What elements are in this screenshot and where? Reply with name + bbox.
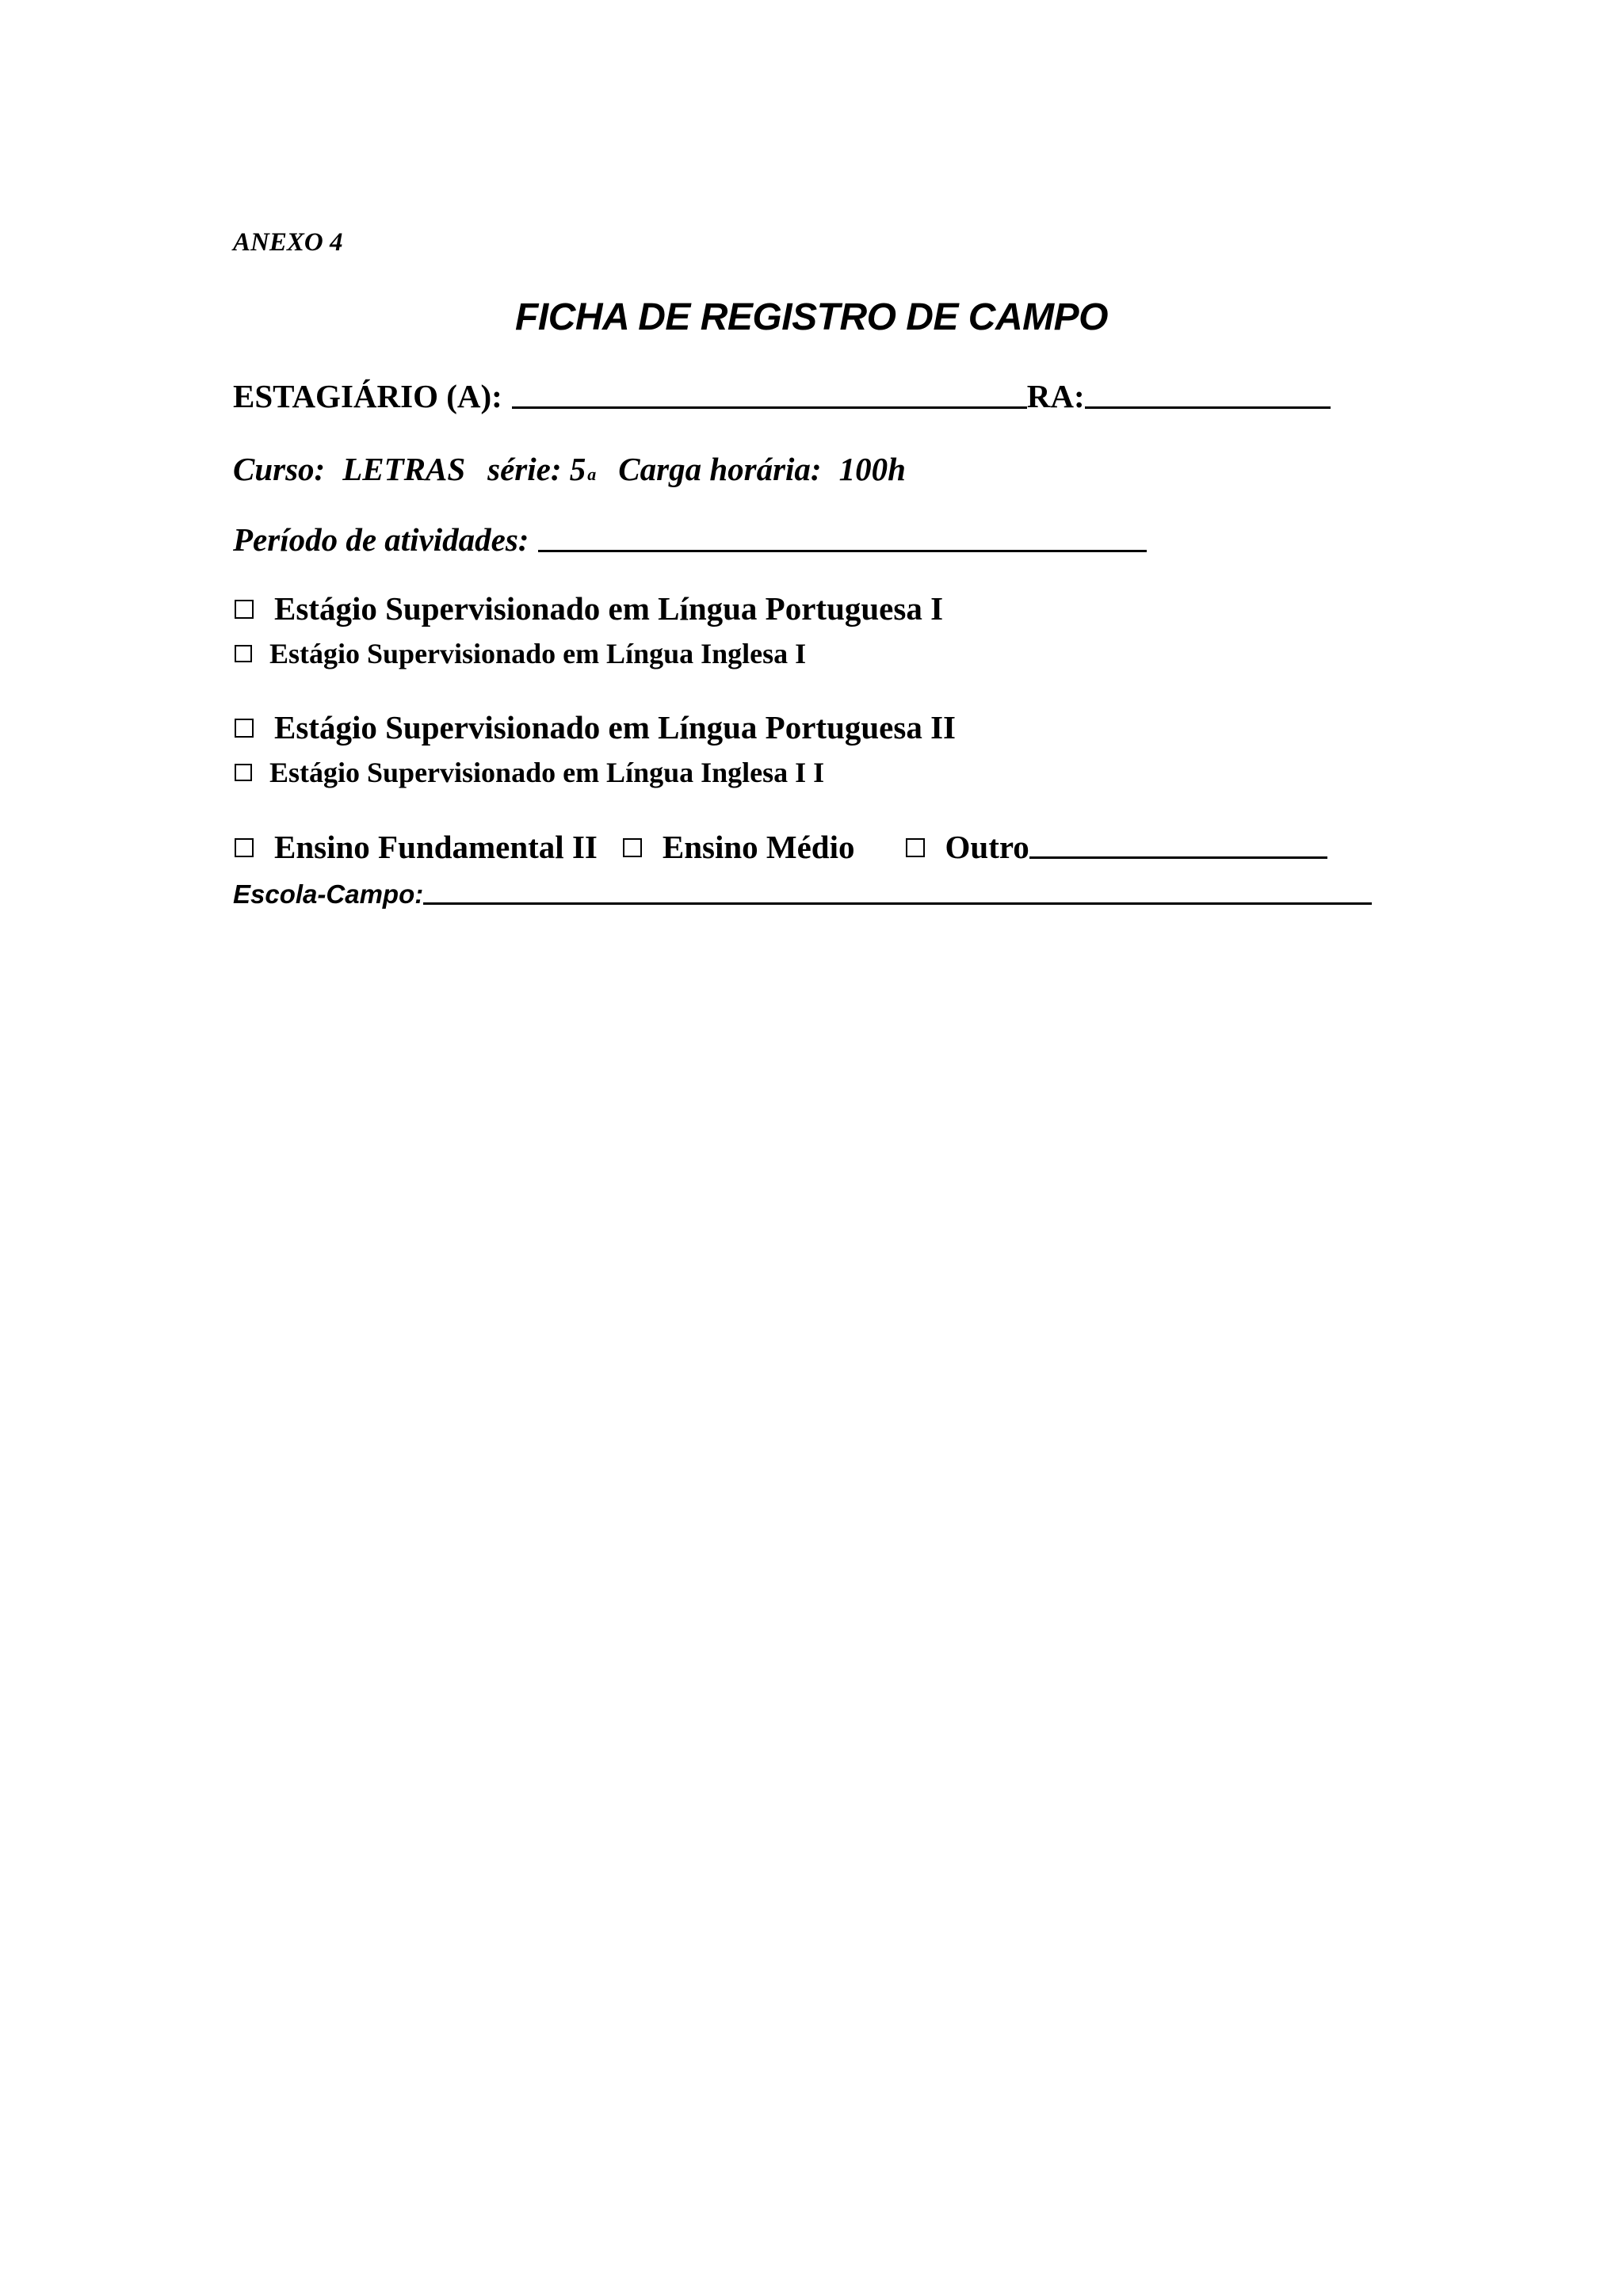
checkbox-icon[interactable]	[235, 719, 254, 738]
period-row	[233, 521, 1147, 558]
checkbox-icon[interactable]	[235, 645, 252, 662]
checkbox-icon[interactable]	[906, 838, 925, 857]
level-option-outro[interactable]	[906, 831, 1029, 864]
checkbox-icon[interactable]	[235, 764, 252, 781]
ra-label: RA:	[1026, 378, 1085, 414]
school-field[interactable]	[423, 902, 1372, 905]
trainee-label: ESTAGIÁRIO (A):	[233, 378, 502, 414]
course-row	[233, 453, 906, 486]
internship-option-4[interactable]	[235, 758, 824, 787]
level-label: Ensino Médio	[662, 829, 855, 865]
internship-option-2[interactable]	[235, 639, 806, 668]
internship-option-3[interactable]	[235, 711, 956, 744]
checkbox-icon[interactable]	[235, 838, 254, 857]
level-label: Ensino Fundamental II	[274, 829, 598, 865]
level-label: Outro	[945, 829, 1029, 865]
course-value: LETRAS	[342, 451, 466, 487]
internship-label: Estágio Supervisionado em Língua Portuguesa II	[274, 709, 956, 746]
trainee-name-field[interactable]	[512, 406, 1027, 409]
ra-field[interactable]	[1085, 406, 1331, 409]
internship-label: Estágio Supervisionado em Língua Inglesa I I	[269, 757, 825, 788]
period-field[interactable]	[538, 550, 1147, 552]
form-title: FICHA DE REGISTRO DE CAMPO	[515, 296, 1108, 338]
workload-label: Carga horária:	[618, 451, 822, 487]
workload-value: 100h	[838, 451, 906, 487]
level-row	[235, 831, 1327, 864]
checkbox-icon[interactable]	[235, 600, 254, 619]
level-option-medio[interactable]	[623, 831, 855, 864]
internship-option-1[interactable]	[235, 590, 944, 627]
period-label: Período de atividades:	[233, 521, 529, 558]
trainee-row	[233, 380, 1331, 413]
course-label: Curso:	[233, 451, 326, 487]
annex-label: ANEXO 4	[233, 228, 343, 257]
internship-label: Estágio Supervisionado em Língua Inglesa I	[269, 638, 807, 669]
other-level-field[interactable]	[1029, 856, 1327, 859]
checkbox-icon[interactable]	[623, 838, 642, 857]
series-label: série: 5	[487, 451, 586, 487]
internship-label: Estágio Supervisionado em Língua Portuguesa I	[274, 590, 944, 627]
level-option-fundamental[interactable]	[235, 831, 598, 864]
school-label: Escola-Campo:	[233, 879, 424, 909]
series-ordinal: a	[587, 464, 597, 484]
school-row	[233, 881, 1372, 907]
